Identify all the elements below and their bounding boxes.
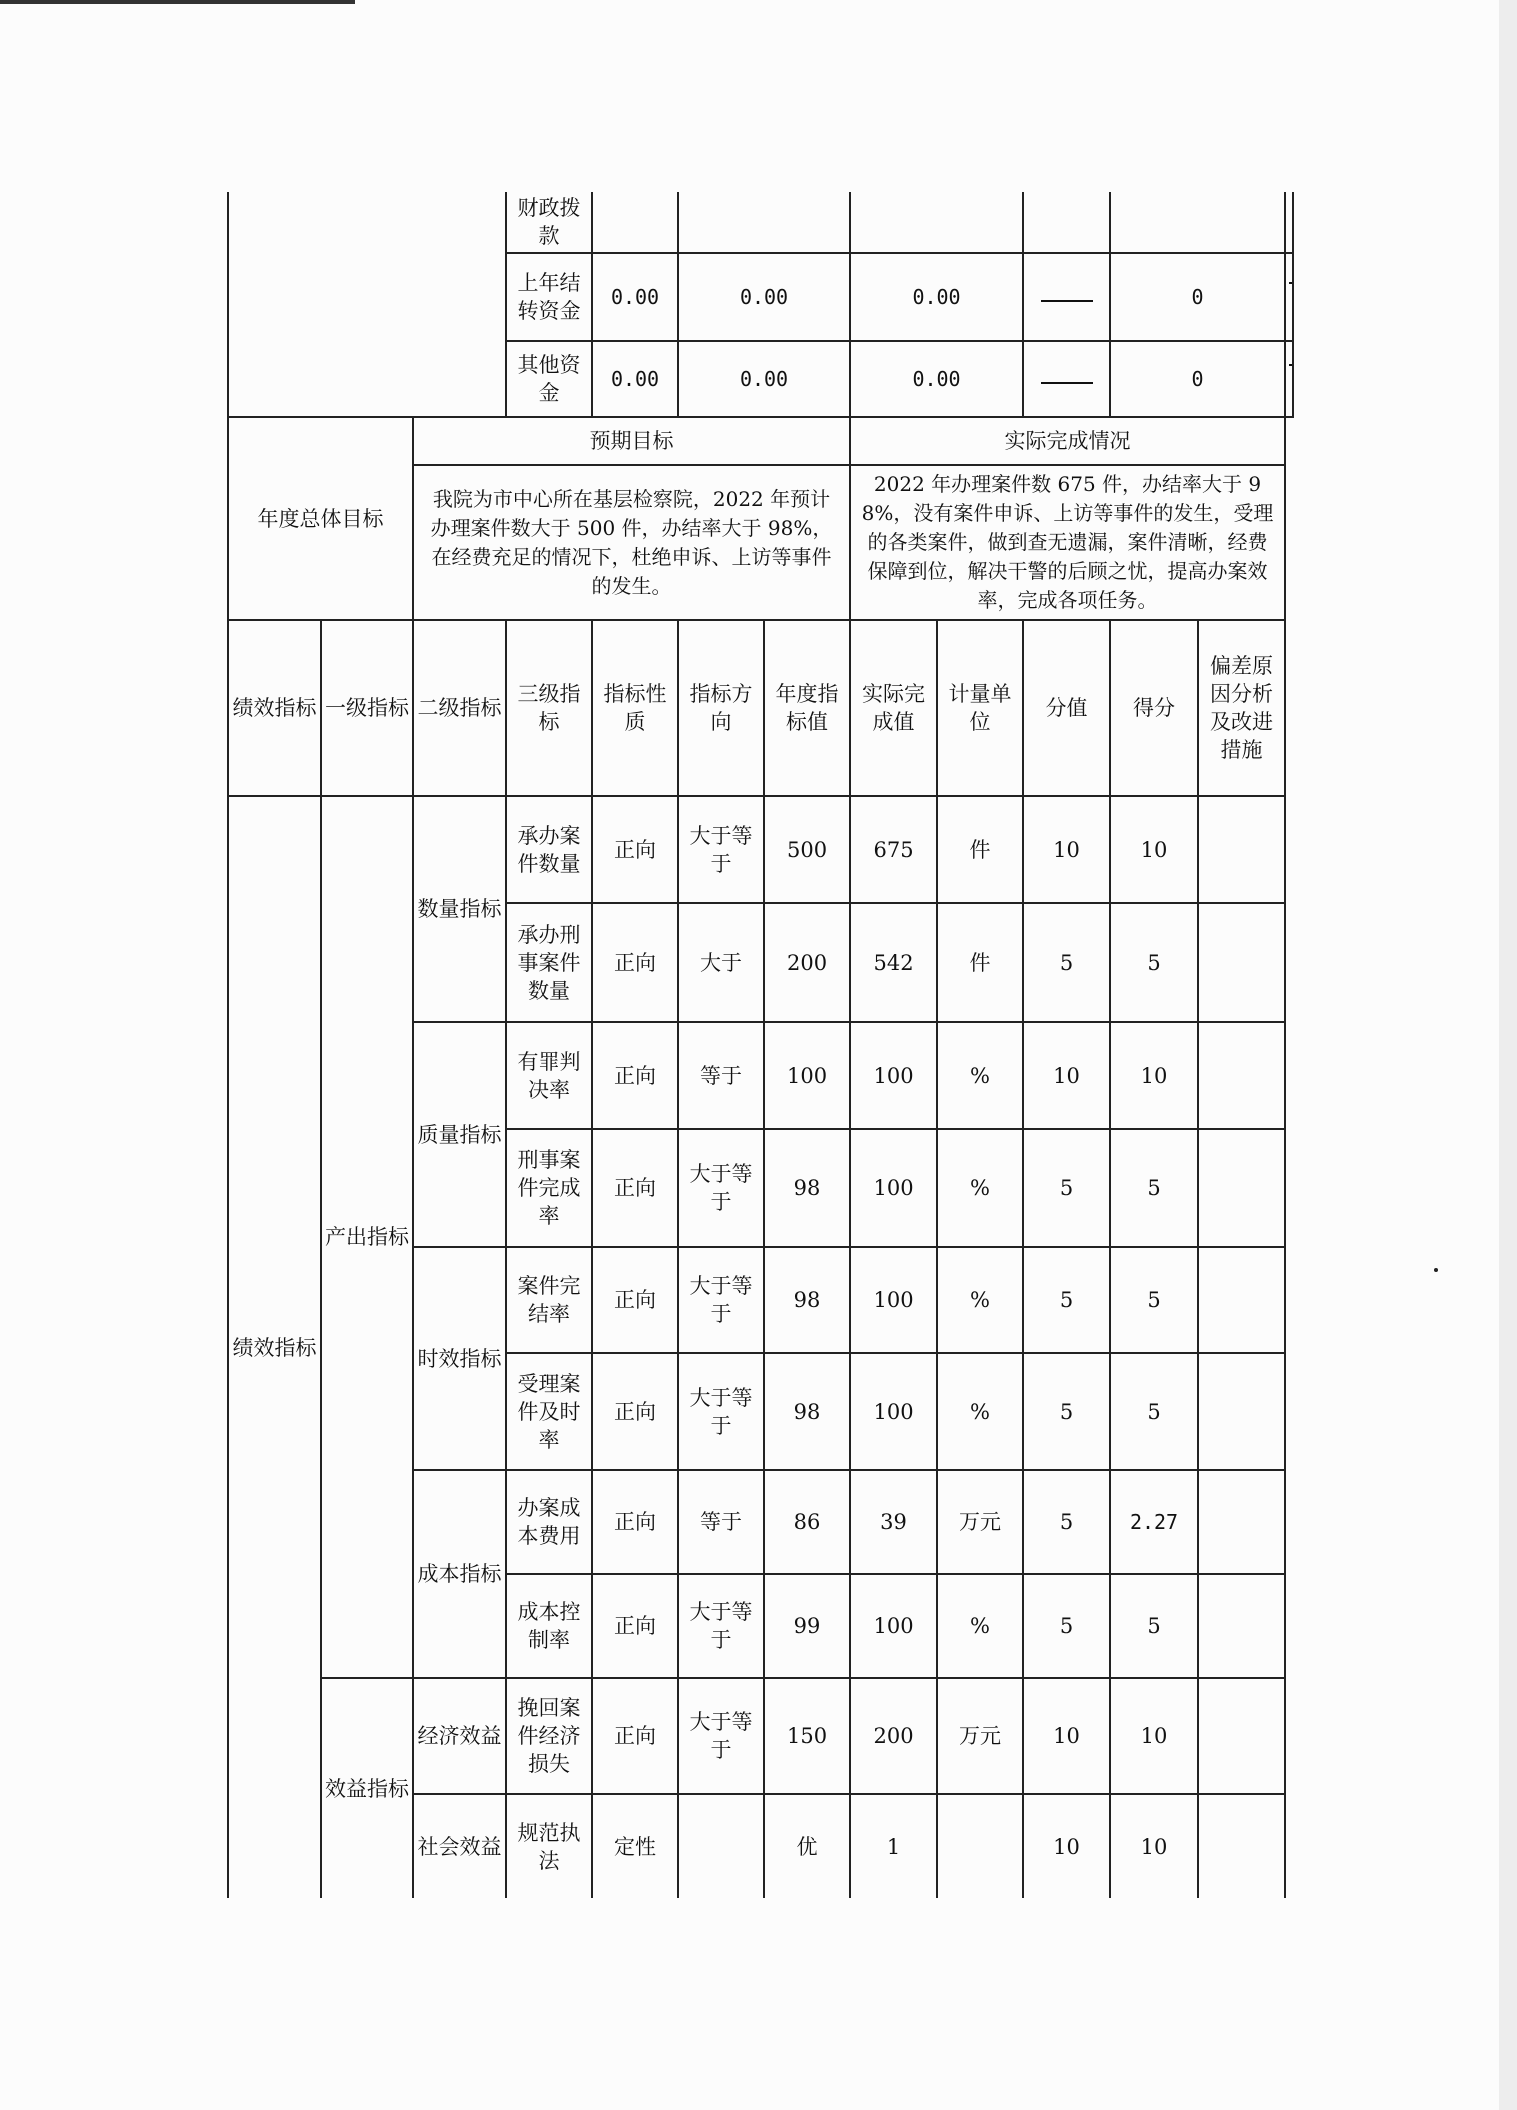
indicator-unit: % [937, 1247, 1023, 1353]
indicator-header-row [228, 620, 1293, 796]
indicator-points: 10 [1023, 796, 1110, 903]
indicator-direction: 大于等于 [678, 1247, 764, 1353]
col-header: 二级指标 [413, 620, 506, 796]
indicator-actual: 39 [850, 1470, 937, 1574]
indicator-unit: 件 [937, 796, 1023, 903]
group-timeliness: 时效指标 [413, 1247, 506, 1470]
fund-rate2 [1285, 192, 1293, 253]
group-output: 产出指标 [321, 796, 413, 1678]
indicator-name: 承办案件数量 [506, 796, 592, 903]
indicator-target: 优 [764, 1794, 850, 1898]
group-economic: 经济效益 [413, 1678, 506, 1794]
indicator-target: 86 [764, 1470, 850, 1574]
indicator-target: 500 [764, 796, 850, 903]
indicator-name: 规范执法 [506, 1794, 592, 1898]
indicator-note [1198, 1247, 1285, 1353]
scan-edge [1499, 0, 1517, 2110]
fund-budget: 0.00 [592, 341, 678, 417]
group-perf: 绩效指标 [228, 796, 321, 1898]
indicator-points: 5 [1023, 1129, 1110, 1247]
indicator-note [1198, 796, 1285, 903]
indicator-target: 150 [764, 1678, 850, 1794]
indicator-actual: 100 [850, 1022, 937, 1129]
fund-budget: 0.00 [592, 253, 678, 341]
fund-score: 0 [1110, 253, 1285, 341]
indicator-score: 5 [1110, 903, 1198, 1022]
indicator-score: 5 [1110, 1129, 1198, 1247]
col-header: 得分 [1110, 620, 1198, 796]
fund-score [1110, 192, 1285, 253]
indicator-direction: 大于等于 [678, 1129, 764, 1247]
indicator-name: 承办刑事案件数量 [506, 903, 592, 1022]
indicator-target: 98 [764, 1247, 850, 1353]
group-quantity: 数量指标 [413, 796, 506, 1022]
indicator-actual: 100 [850, 1129, 937, 1247]
indicator-unit: % [937, 1353, 1023, 1470]
indicator-name: 案件完结率 [506, 1247, 592, 1353]
indicator-score: 10 [1110, 1794, 1198, 1898]
group-benefit: 效益指标 [321, 1678, 413, 1898]
indicator-unit: 件 [937, 903, 1023, 1022]
actual-header: 实际完成情况 [850, 417, 1285, 465]
indicator-points: 5 [1023, 1353, 1110, 1470]
indicator-nature: 正向 [592, 1574, 678, 1678]
indicator-row [228, 1678, 1293, 1794]
overall-label: 年度总体目标 [228, 417, 413, 620]
col-header: 年度指标值 [764, 620, 850, 796]
indicator-name: 办案成本费用 [506, 1470, 592, 1574]
fund-executed [850, 192, 1023, 253]
col-header: 绩效指标 [228, 620, 321, 796]
indicator-unit: 万元 [937, 1470, 1023, 1574]
fund-rate [1023, 192, 1110, 253]
fund-executed: 0.00 [850, 253, 1023, 341]
indicator-note [1198, 1353, 1285, 1470]
fund-adjusted [678, 192, 850, 253]
fund-rate [1023, 341, 1110, 417]
indicator-target: 98 [764, 1129, 850, 1247]
indicator-name: 有罪判决率 [506, 1022, 592, 1129]
expected-header: 预期目标 [413, 417, 850, 465]
performance-sheet [227, 192, 1294, 1898]
actual-text: 2022 年办理案件数 675 件，办结率大于 98%，没有案件申诉、上访等事件的发生，受理的各类案件，做到查无遗漏，案件清晰，经费保障到位，解决干警的后顾之忧，提高办案效率，完成各项任务。 [850, 465, 1285, 620]
indicator-unit: % [937, 1574, 1023, 1678]
fund-executed: 0.00 [850, 341, 1023, 417]
indicator-score: 10 [1110, 796, 1198, 903]
scan-mark [0, 0, 355, 4]
indicator-score: 10 [1110, 1022, 1198, 1129]
indicator-unit: % [937, 1022, 1023, 1129]
indicator-direction: 等于 [678, 1022, 764, 1129]
indicator-target: 99 [764, 1574, 850, 1678]
col-header: 一级指标 [321, 620, 413, 796]
indicator-nature: 正向 [592, 1353, 678, 1470]
col-header: 指标方向 [678, 620, 764, 796]
indicator-unit: % [937, 1129, 1023, 1247]
col-header: 三级指标 [506, 620, 592, 796]
indicator-points: 5 [1023, 1247, 1110, 1353]
col-header: 计量单位 [937, 620, 1023, 796]
fund-blank-cell [228, 192, 506, 417]
col-header: 偏差原因分析及改进措施 [1198, 620, 1285, 796]
indicator-direction: 大于等于 [678, 1574, 764, 1678]
indicator-direction: 等于 [678, 1470, 764, 1574]
indicator-direction: 大于等于 [678, 1353, 764, 1470]
fund-label: 财政拨款 [506, 192, 592, 253]
fund-adjusted: 0.00 [678, 341, 850, 417]
indicator-target: 100 [764, 1022, 850, 1129]
fund-budget [592, 192, 678, 253]
indicator-points: 5 [1023, 903, 1110, 1022]
indicator-unit: 万元 [937, 1678, 1023, 1794]
indicator-nature: 正向 [592, 1247, 678, 1353]
col-header: 实际完成值 [850, 620, 937, 796]
fund-score: 0 [1110, 341, 1285, 417]
indicator-nature: 正向 [592, 1129, 678, 1247]
indicator-direction: 大于 [678, 903, 764, 1022]
indicator-unit [937, 1794, 1023, 1898]
scan-speck [1434, 1268, 1438, 1272]
indicator-note [1198, 1129, 1285, 1247]
fund-row [228, 192, 1293, 253]
performance-table [227, 192, 1294, 1898]
indicator-nature: 定性 [592, 1794, 678, 1898]
indicator-note [1198, 1022, 1285, 1129]
indicator-points: 10 [1023, 1794, 1110, 1898]
indicator-score: 10 [1110, 1678, 1198, 1794]
indicator-actual: 100 [850, 1353, 937, 1470]
indicator-nature: 正向 [592, 796, 678, 903]
fund-label: 其他资金 [506, 341, 592, 417]
group-cost: 成本指标 [413, 1470, 506, 1678]
indicator-nature: 正向 [592, 903, 678, 1022]
indicator-note [1198, 1574, 1285, 1678]
indicator-note [1198, 1678, 1285, 1794]
indicator-points: 10 [1023, 1678, 1110, 1794]
group-social: 社会效益 [413, 1794, 506, 1898]
indicator-nature: 正向 [592, 1022, 678, 1129]
indicator-note [1198, 903, 1285, 1022]
indicator-actual: 1 [850, 1794, 937, 1898]
overall-header-row [228, 417, 1293, 465]
fund-rate2 [1285, 341, 1293, 417]
indicator-points: 10 [1023, 1022, 1110, 1129]
indicator-note [1198, 1470, 1285, 1574]
indicator-score: 5 [1110, 1574, 1198, 1678]
indicator-score: 5 [1110, 1247, 1198, 1353]
indicator-actual: 200 [850, 1678, 937, 1794]
indicator-direction: 大于等于 [678, 1678, 764, 1794]
col-header: 分值 [1023, 620, 1110, 796]
indicator-actual: 100 [850, 1574, 937, 1678]
indicator-name: 成本控制率 [506, 1574, 592, 1678]
indicator-direction: 大于等于 [678, 796, 764, 903]
indicator-note [1198, 1794, 1285, 1898]
indicator-points: 5 [1023, 1574, 1110, 1678]
indicator-actual: 100 [850, 1247, 937, 1353]
group-quality: 质量指标 [413, 1022, 506, 1247]
fund-label: 上年结转资金 [506, 253, 592, 341]
indicator-points: 5 [1023, 1470, 1110, 1574]
indicator-name: 受理案件及时率 [506, 1353, 592, 1470]
indicator-target: 98 [764, 1353, 850, 1470]
fund-adjusted: 0.00 [678, 253, 850, 341]
indicator-name: 挽回案件经济损失 [506, 1678, 592, 1794]
indicator-nature: 正向 [592, 1470, 678, 1574]
indicator-nature: 正向 [592, 1678, 678, 1794]
fund-rate2 [1285, 253, 1293, 341]
indicator-target: 200 [764, 903, 850, 1022]
indicator-actual: 542 [850, 903, 937, 1022]
expected-text: 我院为市中心所在基层检察院，2022 年预计办理案件数大于 500 件，办结率大于 98%，在经费充足的情况下，杜绝申诉、上访等事件的发生。 [413, 465, 850, 620]
indicator-row [228, 796, 1293, 903]
fund-rate [1023, 253, 1110, 341]
col-header: 指标性质 [592, 620, 678, 796]
indicator-direction [678, 1794, 764, 1898]
indicator-score: 2.27 [1110, 1470, 1198, 1574]
indicator-score: 5 [1110, 1353, 1198, 1470]
indicator-actual: 675 [850, 796, 937, 903]
indicator-name: 刑事案件完成率 [506, 1129, 592, 1247]
